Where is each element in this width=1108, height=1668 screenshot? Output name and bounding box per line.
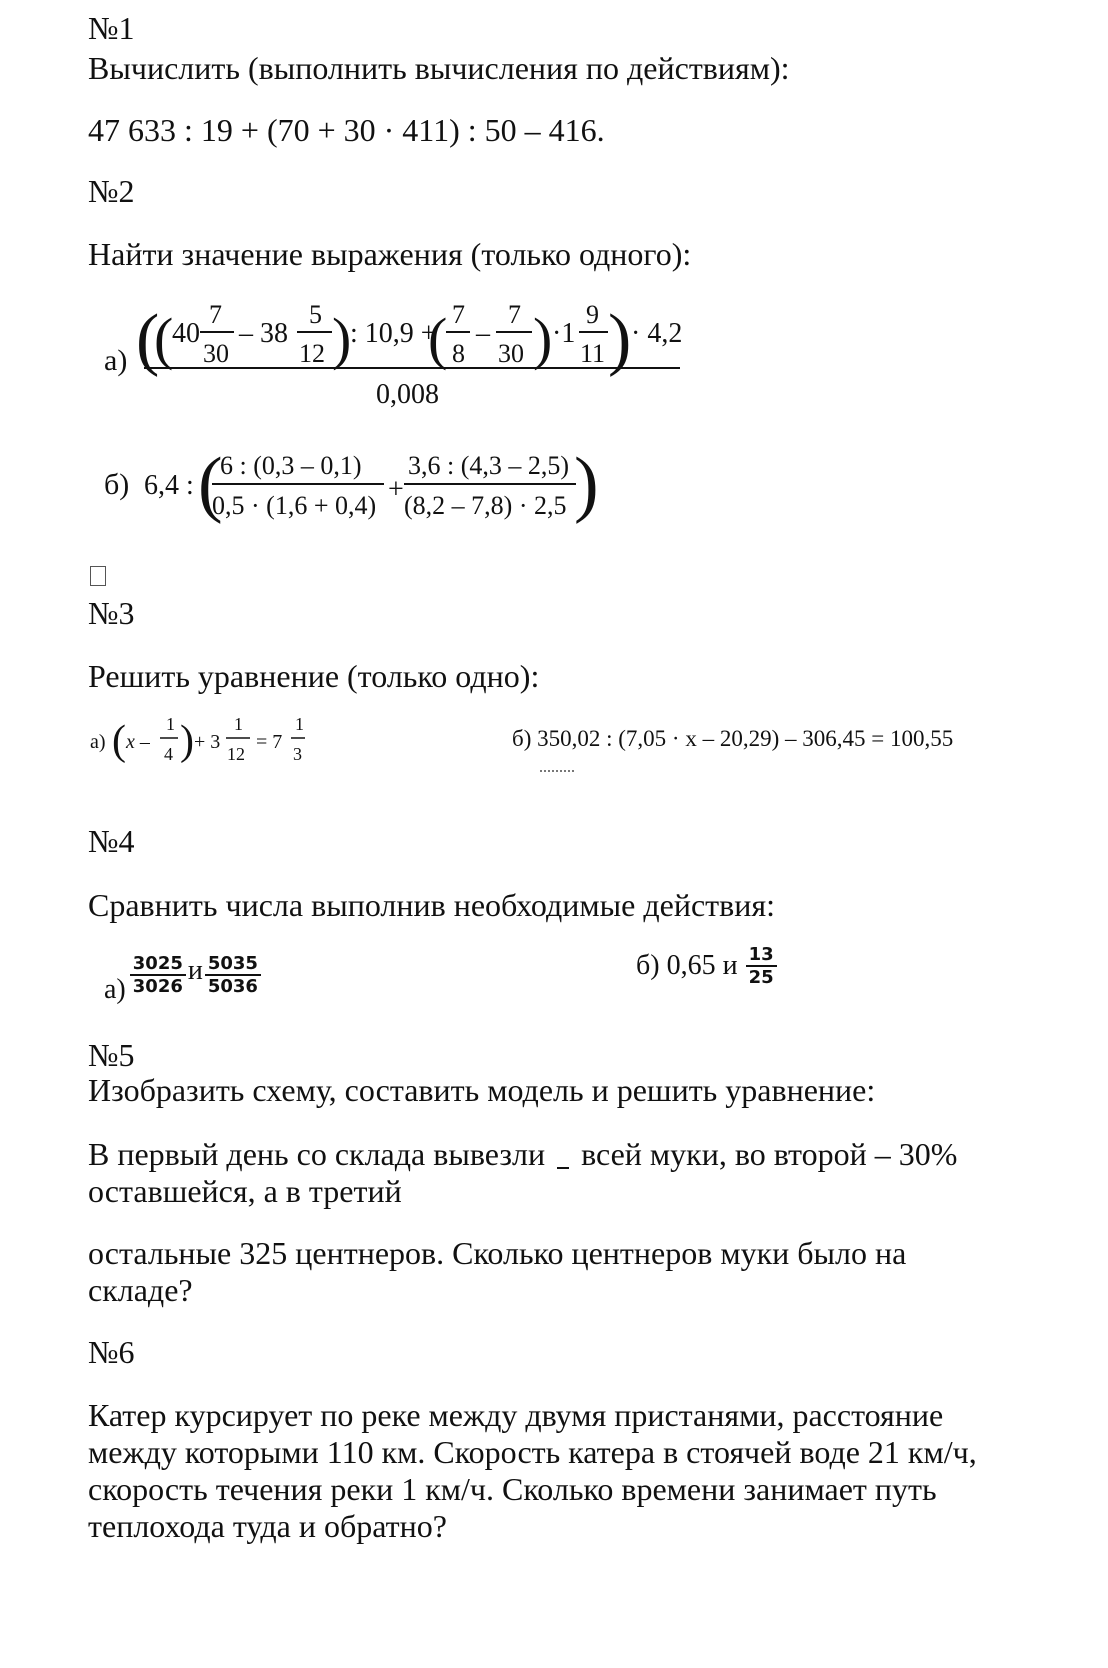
task6-line2: между которыми 110 км. Скорость катера в стоячей воде 21 км/ч, — [88, 1434, 977, 1470]
task2b-right-paren: ) — [574, 443, 599, 525]
task6-heading: №6 — [88, 1334, 135, 1370]
task4a-and: и — [187, 955, 203, 986]
task5-missing-fraction — [557, 1167, 569, 1169]
task3a-f-den: 4 — [164, 744, 173, 764]
task4b-label: б) 0,65 и — [636, 950, 738, 981]
task2a-paren2-right: ) — [533, 306, 553, 371]
task2b-f2-num: 3,6 : (4,3 – 2,5) — [408, 451, 570, 480]
task3a-label: а) — [90, 731, 106, 753]
task1-instruction: Вычислить (выполнить вычисления по действиям): — [88, 50, 790, 86]
task2a-n1-num: 7 — [209, 300, 222, 329]
task2a-paren2-left: ( — [428, 306, 448, 371]
task2-heading: №2 — [88, 173, 135, 209]
task2a-m-num: 9 — [586, 300, 599, 329]
task2b-f2-den: (8,2 – 7,8) · 2,5 — [404, 491, 567, 520]
task3a-m-den: 12 — [227, 744, 245, 764]
task2a-tail: · 4,2 — [631, 318, 683, 349]
task2a-minus: – — [476, 318, 490, 349]
task2a-mult: ·1 — [552, 318, 576, 349]
scan-artifact — [540, 770, 574, 774]
task3a-left-paren: ( — [112, 718, 126, 764]
task4a-f1-den: 3026 — [132, 976, 183, 997]
task6-line1: Катер курсирует по реке между двумя пристанями, расстояние — [88, 1397, 944, 1433]
task2a-f2-num: 7 — [508, 300, 521, 329]
task4a-comparison — [104, 944, 261, 1006]
task2b-lead: 6,4 : — [144, 470, 194, 501]
task2a-n2-num: 5 — [309, 300, 322, 329]
task3a-r-den: 3 — [293, 744, 302, 764]
task4-instruction: Сравнить числа выполнив необходимые действия: — [88, 887, 775, 923]
task2b-f1-den: 0,5 · (1,6 + 0,4) — [212, 491, 377, 520]
task2a-outer-right-paren: ) — [608, 301, 632, 378]
task2a-f2-den: 30 — [498, 339, 524, 368]
placeholder-box-icon — [90, 566, 106, 586]
task4b-fraction — [746, 944, 777, 988]
task5-line1 — [88, 1136, 957, 1173]
task3a-plus3: + 3 — [194, 731, 221, 753]
task3a-r-num: 1 — [295, 714, 304, 734]
task4b-comparison — [636, 944, 777, 988]
task4a-fraction2 — [205, 953, 261, 997]
task2a-f1-num: 7 — [452, 300, 465, 329]
task5-line1-end: всей муки, во второй – 30% — [581, 1136, 958, 1172]
task4a-f2-den: 5036 — [207, 976, 258, 997]
task1-heading: №1 — [88, 10, 135, 46]
task3a-right-paren: ) — [180, 718, 194, 764]
task2b-f1-num: 6 : (0,3 – 0,1) — [220, 451, 362, 480]
task2a-div: : 10,9 + — [350, 318, 437, 349]
task2a-minus-38: – 38 — [239, 318, 288, 349]
task2b-plus: + — [388, 474, 404, 505]
task2b-expression — [96, 440, 616, 532]
task6-line4: теплохода туда и обратно? — [88, 1508, 447, 1544]
task2a-m-den: 11 — [580, 339, 606, 368]
task5-instruction: Изобразить схему, составить модель и решить уравнение: — [88, 1072, 876, 1108]
task4a-fraction1 — [130, 953, 186, 997]
task3-instruction: Решить уравнение (только одно): — [88, 658, 540, 694]
task2a-inner-left-paren: ( — [154, 306, 174, 371]
task2a-f1-den: 8 — [452, 339, 465, 368]
task5-line2: оставшейся, а в третий — [88, 1173, 402, 1209]
task2a-inner-right-paren: ) — [332, 306, 352, 371]
task4b-f-den: 25 — [748, 967, 774, 988]
task2a-denominator: 0,008 — [376, 379, 439, 410]
task6-line3: скорость течения реки 1 км/ч. Сколько времени занимает путь — [88, 1471, 937, 1507]
task5-line1-start: В первый день со склада вывезли — [88, 1136, 546, 1172]
task3b-equation: б) 350,02 : (7,05 · x – 20,29) – 306,45 = 100,55 — [512, 726, 954, 751]
task4a-f1-num: 3025 — [130, 953, 186, 976]
task2a-label: а) — [104, 344, 128, 377]
task2a-expression — [96, 280, 696, 410]
task2a-outer-left-paren: ( — [136, 301, 160, 378]
task3a-eq7: = 7 — [256, 731, 283, 753]
task4-heading: №4 — [88, 823, 135, 859]
task2b-left-paren: ( — [198, 443, 223, 525]
task2a-n2-den: 12 — [299, 339, 325, 368]
task3a-f-num: 1 — [166, 714, 175, 734]
task2a-n1-den: 30 — [203, 339, 229, 368]
task5-heading: №5 — [88, 1037, 135, 1073]
task3a-m-num: 1 — [234, 714, 243, 734]
task4a-label: а) — [104, 974, 126, 1005]
task2-instruction: Найти значение выражения (только одного): — [88, 236, 692, 272]
task5-line4: складе? — [88, 1272, 193, 1308]
task4a-f2-num: 5035 — [205, 953, 261, 976]
task3a-x: x – — [126, 731, 150, 753]
task3-heading: №3 — [88, 595, 135, 631]
task1-expression: 47 633 : 19 + (70 + 30 · 411) : 50 – 416. — [88, 112, 605, 148]
task2b-label: б) — [104, 468, 130, 501]
task2a-int1: 40 — [172, 318, 200, 349]
task5-line3: остальные 325 центнеров. Сколько центнеров муки было на — [88, 1235, 907, 1271]
task3a-equation — [88, 706, 348, 778]
task4b-f-num: 13 — [746, 944, 777, 967]
